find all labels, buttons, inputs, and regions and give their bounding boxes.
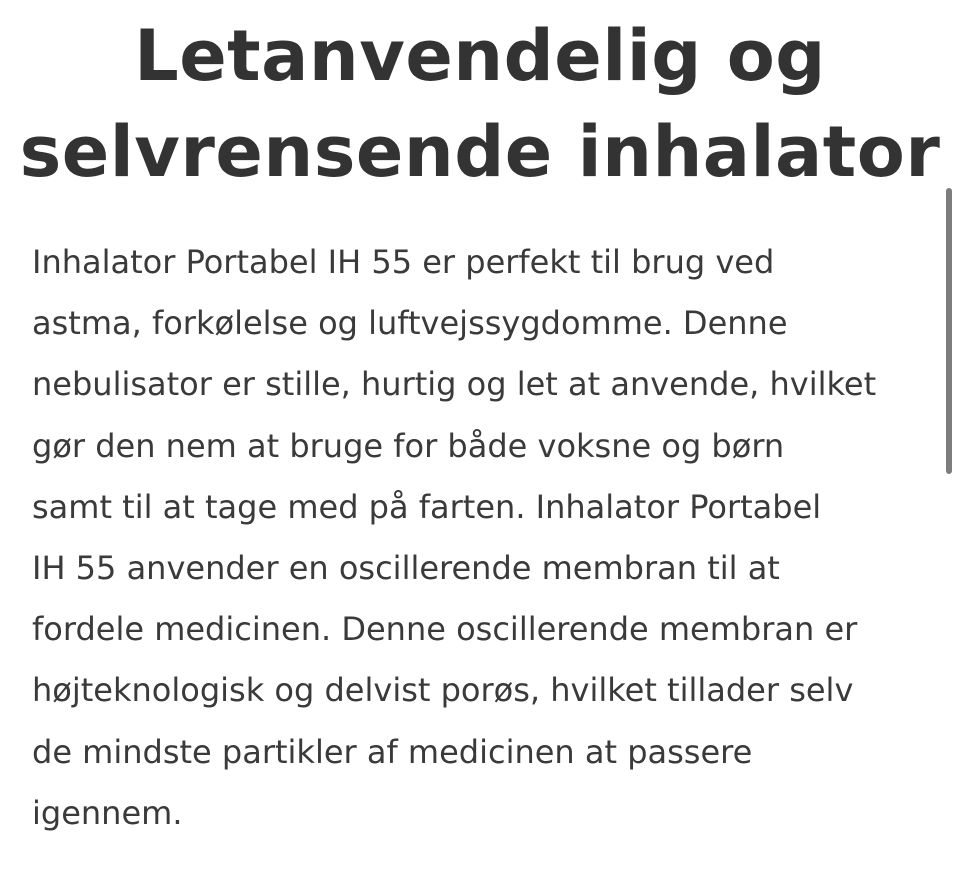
vertical-scrollbar[interactable] (946, 188, 952, 474)
title-line-1: Letanvendelig og (134, 15, 826, 97)
scrollbar-thumb[interactable] (946, 188, 952, 474)
body-line: højteknologisk og delvist porøs, hvilket tillader selv (32, 671, 854, 710)
body-line: de mindste partikler af medicinen at passere (32, 732, 753, 771)
title-line-2: selvrensende inhalator (19, 111, 941, 193)
page-title (0, 0, 960, 200)
article-body (32, 232, 932, 844)
body-line: Inhalator Portabel IH 55 er perfekt til brug ved (32, 243, 775, 281)
body-line: fordele medicinen. Denne oscillerende membran er (32, 610, 858, 649)
body-line: astma, forkølelse og luftvejssygdomme. Denne (32, 304, 788, 343)
body-line: igennem. (32, 793, 183, 832)
body-line: nebulisator er stille, hurtig og let at anvende, hvilket (32, 365, 877, 404)
body-line: samt til at tage med på farten. Inhalator Portabel (32, 487, 822, 526)
body-line: gør den nem at bruge for både voksne og børn (32, 426, 785, 465)
body-line: IH 55 anvender en oscillerende membran til at (32, 549, 780, 588)
